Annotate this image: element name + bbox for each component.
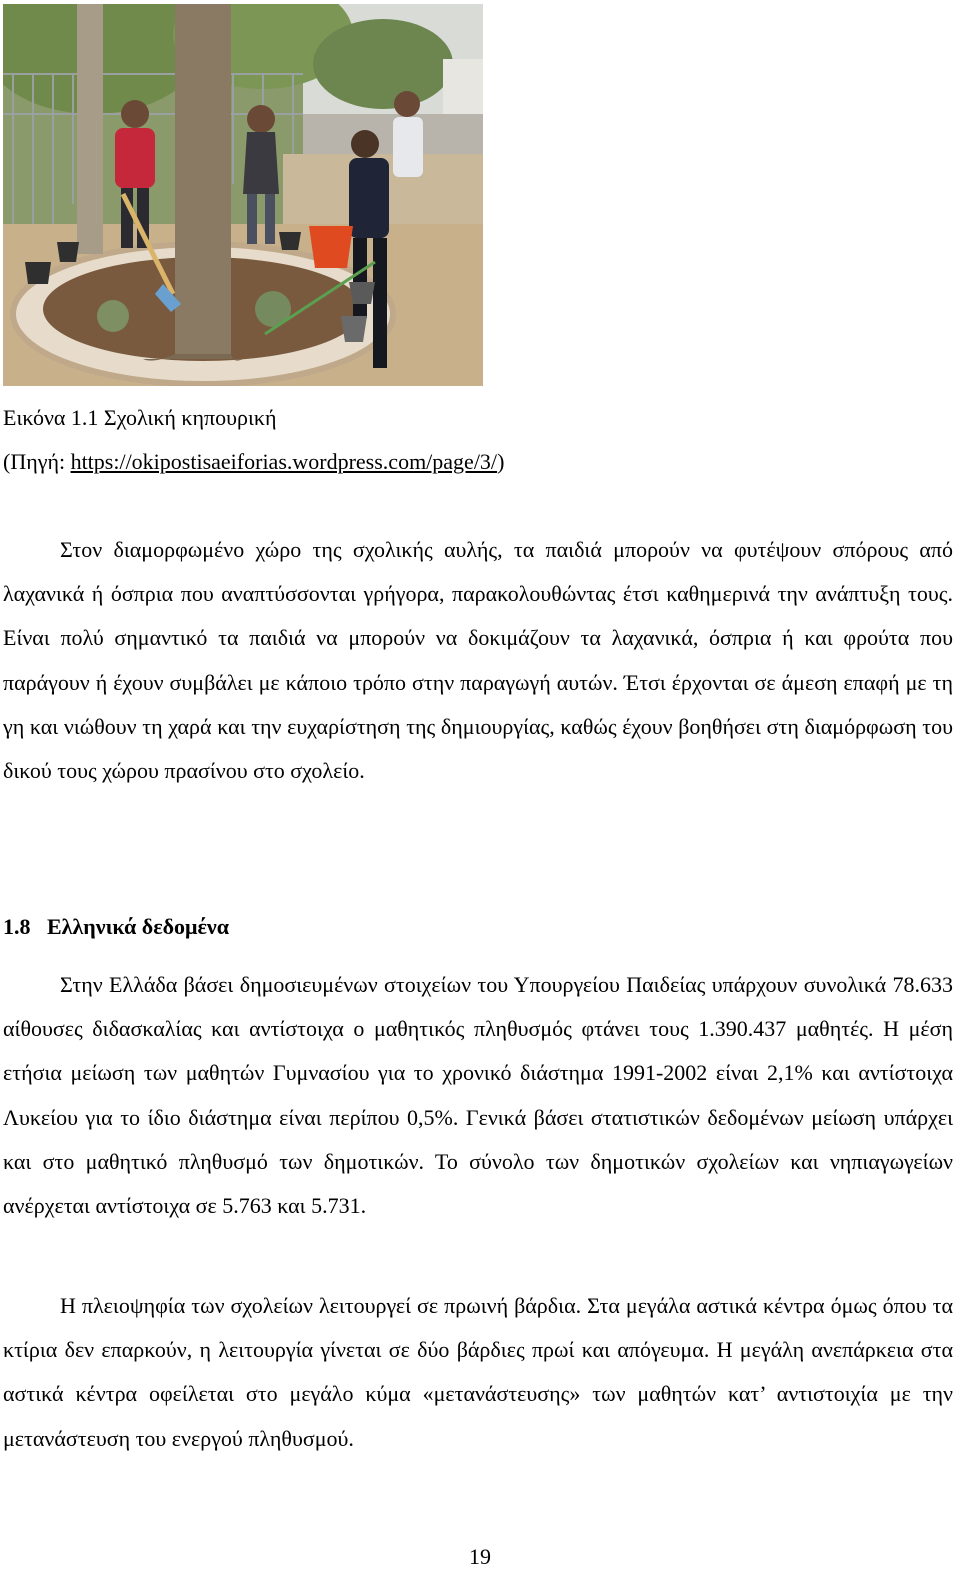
source-suffix: ) <box>497 449 505 474</box>
body-paragraph-3: Η πλειοψηφία των σχολείων λειτουργεί σε πρωινή βάρδια. Στα μεγάλα αστικά κέντρα όμως όπου τα κτίρια δεν επαρκούν, η λειτουργία γίνεται σε δύο βάρδιες πρωί και απόγευμα. Η μεγάλη ανεπάρκεια στα αστικά κέντρα οφείλεται στο μεγάλο κύμα «μετανάστευσης» των μαθητών κατ’ αντιστοιχία με την μετανάστευση του ενεργού πληθυσμού. <box>3 1293 953 1451</box>
body-paragraph-1: Στον διαμορφωμένο χώρο της σχολικής αυλής, τα παιδιά μπορούν να φυτέψουν σπόρους από λαχανικά ή όσπρια που αναπτύσσονται γρήγορα, παρακολουθώντας έτσι καθημερινά την ανάπτυξη τους. Είναι πολύ σημαντικό τα παιδιά να μπορούν να δοκιμάζουν τα λαχανικά, όσπρια ή και φρούτα που παράγουν ή έχουν συμβάλει με κάποιο τρόπο στην παραγωγή αυτών. Έτσι έρχονται σε άμεση επαφή με τη γη και νιώθουν τη χαρά και την ευχαρίστηση της δημιουργίας, καθώς έχουν βοηθήσει στη διαμόρφωση του δικού τους χώρου πρασίνου στο σχολείο. <box>3 537 953 784</box>
school-garden-photo <box>3 4 483 386</box>
source-prefix: (Πηγή: <box>3 449 71 474</box>
source-link[interactable]: https://okipostisaeiforias.wordpress.com/page/3/ <box>70 449 498 474</box>
page-number: 19 <box>469 1544 491 1569</box>
figure-source <box>3 448 504 476</box>
section-number: 1.8 <box>3 914 31 939</box>
section-heading <box>3 912 229 942</box>
figure-caption: Εικόνα 1.1 Σχολική κηπουρική <box>3 405 277 430</box>
body-paragraph-2: Στην Ελλάδα βάσει δημοσιευμένων στοιχείων του Υπουργείου Παιδείας υπάρχουν συνολικά 78.633 αίθουσες διδασκαλίας και αντίστοιχα ο μαθητικός πληθυσμός φτάνει τους 1.390.437 μαθητές. Η μέση ετήσια μείωση των μαθητών Γυμνασίου για το χρονικό διάστημα 1991-2002 είναι 2,1% και αντίστοιχα Λυκείου για το ίδιο διάστημα είναι περίπου 0,5%. Γενικά βάσει στατιστικών δεδομένων μείωση υπάρχει και στο μαθητικό πληθυσμό των δημοτικών. Το σύνολο των δημοτικών σχολείων και νηπιαγωγείων ανέρχεται αντίστοιχα σε 5.763 και 5.731. <box>3 972 953 1219</box>
section-title: Ελληνικά δεδομένα <box>47 914 230 939</box>
